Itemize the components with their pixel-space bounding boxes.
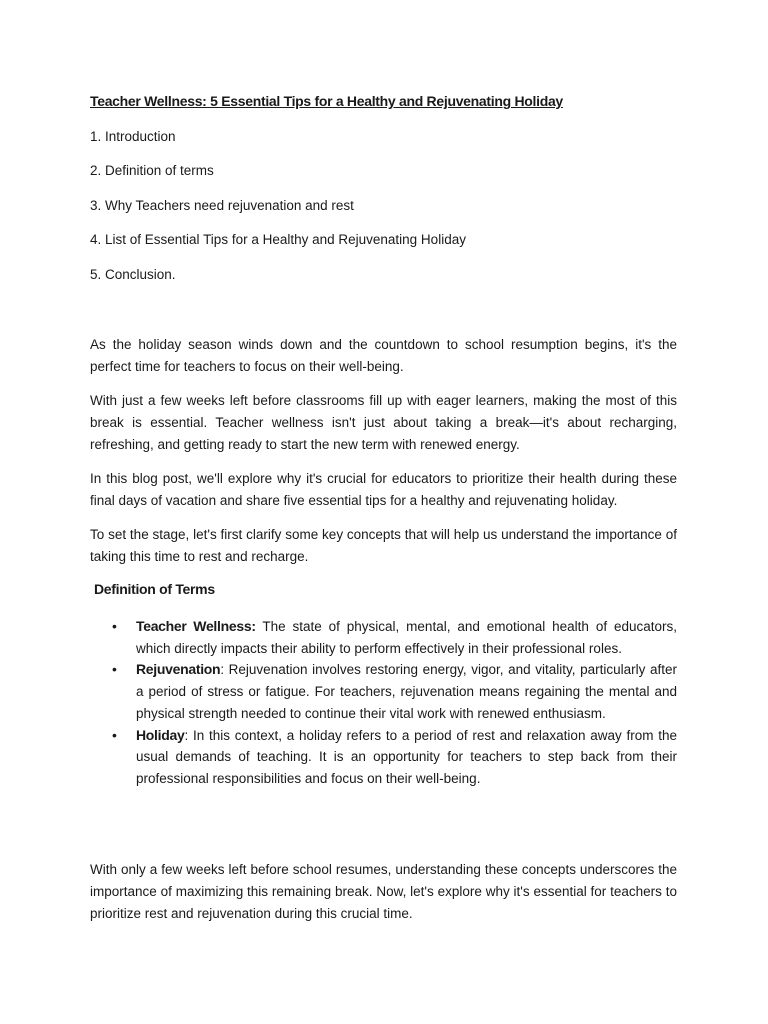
definition-text: : In this context, a holiday refers to a period of rest and relaxation away from the usual demands of teaching. It is an opportunity for teachers to step back from their professional responsibilities and focus on their well-being. bbox=[136, 727, 677, 786]
definitions-list bbox=[112, 616, 677, 790]
toc-item-tips-list: 4. List of Essential Tips for a Healthy and Rejuvenating Holiday bbox=[90, 232, 466, 247]
definition-term: Holiday bbox=[136, 726, 185, 743]
closing-paragraph: With only a few weeks left before school resumes, understanding these concepts underscores the importance of maximizing this remaining break. Now, let's explore why it's essential for teachers to prioritize rest and rejuvenation during this crucial time. bbox=[90, 862, 677, 921]
definitions-heading: Definition of Terms bbox=[94, 581, 215, 597]
intro-paragraph: To set the stage, let's first clarify some key concepts that will help us understand the importance of taking this time to rest and recharge. bbox=[90, 527, 677, 564]
definition-term: Rejuvenation bbox=[136, 661, 221, 678]
bullet-icon: • bbox=[112, 661, 117, 678]
definition-text: : Rejuvenation involves restoring energy, vigor, and vitality, particularly after a period of stress or fatigue. For teachers, rejuvenation means regaining the mental and physical strength needed to continue their vital work with renewed enthusiasm. bbox=[136, 662, 677, 721]
document-title: Teacher Wellness: 5 Essential Tips for a Healthy and Rejuvenating Holiday bbox=[90, 93, 563, 109]
intro-paragraph: As the holiday season winds down and the countdown to school resumption begins, it's the perfect time for teachers to focus on their well-being. bbox=[90, 337, 677, 374]
definition-holiday bbox=[112, 725, 677, 790]
definition-rejuvenation bbox=[112, 659, 677, 724]
bullet-icon: • bbox=[112, 618, 117, 634]
definition-teacher-wellness bbox=[112, 616, 677, 659]
intro-paragraph: With just a few weeks left before classrooms fill up with eager learners, making the most of this break is essential. Teacher wellness isn't just about taking a break—it's about recharging, refreshing, and getting ready to start the new term with renewed energy. bbox=[90, 393, 677, 452]
definition-text: The state of physical, mental, and emotional health of educators, which directly impacts their ability to perform effectively in their professional roles. bbox=[136, 619, 678, 656]
bullet-icon: • bbox=[112, 726, 117, 743]
toc-item-introduction: 1. Introduction bbox=[90, 129, 176, 144]
toc-item-why-teachers: 3. Why Teachers need rejuvenation and rest bbox=[90, 198, 354, 213]
toc-item-definition: 2. Definition of terms bbox=[90, 163, 214, 178]
intro-paragraph: In this blog post, we'll explore why it's crucial for educators to prioritize their health during these final days of vacation and share five essential tips for a healthy and rejuvenating holiday. bbox=[90, 471, 677, 508]
definition-term: Teacher Wellness: bbox=[136, 618, 256, 634]
toc-item-conclusion: 5. Conclusion. bbox=[90, 267, 176, 282]
